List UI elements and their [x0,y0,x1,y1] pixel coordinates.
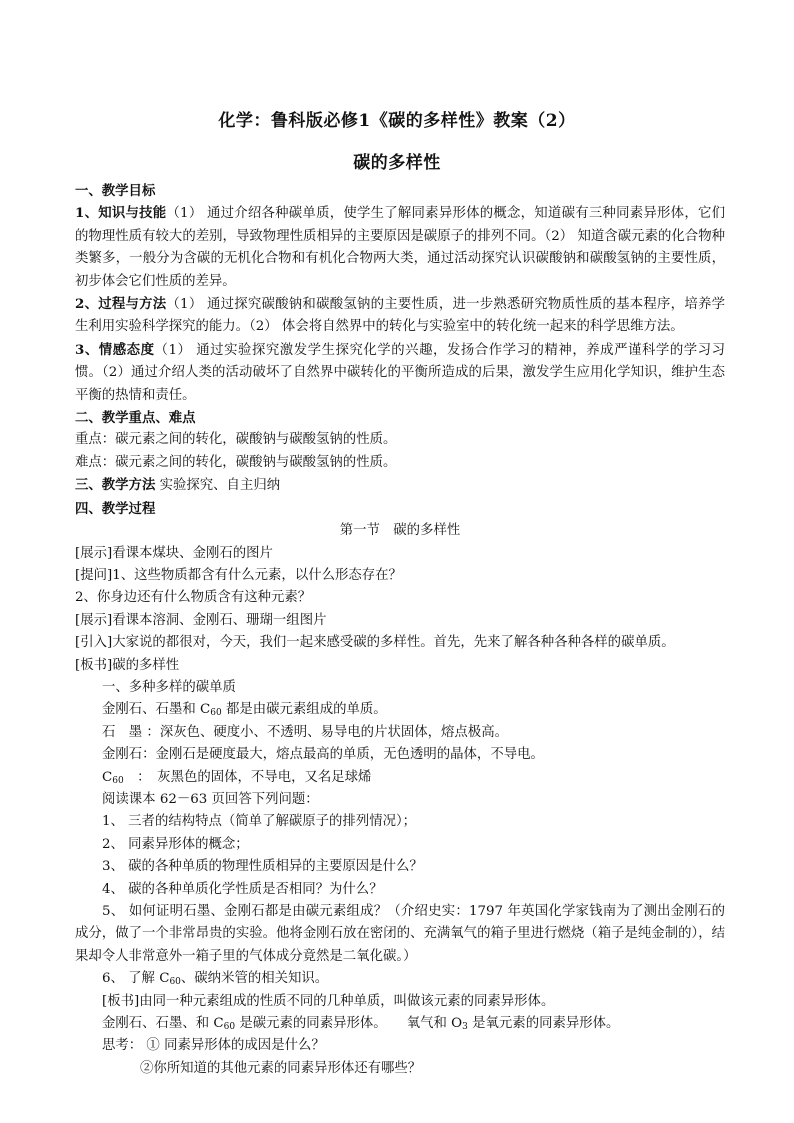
lesson-line-6: [板书]碳的多样性 [75,657,180,673]
lesson-line-19: [板书]由同一种元素组成的性质不同的几种单质，叫做该元素的同素异形体。 [102,993,555,1009]
text-fragment: ： 灰黑色的固体，不导电，又名足球烯 [123,769,372,785]
lesson-line-8 [75,699,725,721]
section-heading-method: 三、教学方法 [75,477,156,494]
lesson-line-3: 2、你身边还有什么物质含有这种元素？ [75,590,312,606]
paragraph-process [75,293,725,339]
text-difficulty: 难点：碳元素之间的转化，碳酸钠与碳酸氢钠的性质。 [75,454,397,470]
lesson-line-21: 思考： ① 同素异形体的成因是什么？ [102,1038,325,1054]
section-heading-process: 四、教学过程 [75,500,156,517]
lesson-line-1: [展示]看课本煤块、金刚石的图片 [75,545,273,561]
lesson-line-20 [75,1013,725,1035]
text-fragment: 是碳元素的同素异形体。 氧气和 O [235,1016,463,1032]
subscript: 60 [112,775,124,786]
text-fragment: 是氧元素的同素异形体。 [467,1016,620,1032]
subscript: 60 [210,708,222,719]
lesson-line-18 [75,968,725,990]
document-body [75,180,725,1080]
label-knowledge: 1、知识与技能 [75,205,167,222]
lesson-line-5: [引入]大家说的都很对，今天，我们一起来感受碳的多样性。首先，先来了解各种各种各样的碳单质。 [75,635,675,651]
lesson-section-title: 第一节 碳的多样性 [339,523,461,539]
lesson-line-10: 金刚石：金刚石是硬度最大，熔点最高的单质，无色透明的晶体，不导电。 [102,747,544,763]
text-key-point: 重点：碳元素之间的转化，碳酸钠与碳酸氢钠的性质。 [75,432,397,448]
lesson-line-12: 阅读课本 62－63 页回答下列问题： [102,791,319,807]
subscript: 3 [462,1022,468,1033]
text-fragment: 金刚石、石墨、和 C [102,1016,224,1032]
section-heading-objectives: 一、教学目标 [75,183,156,199]
text-process: （1） 通过探究碳酸钠和碳酸氢钠的主要性质，进一步熟悉研究物质性质的基本程序，培养学生利用实验科学探究的能力。（2） 体会将自然界中的转化与实验室中的转化统一起来的科学思维方法。 [75,297,725,335]
lesson-line-4: [展示]看课本溶洞、金刚石、珊瑚一组图片 [75,612,327,628]
lesson-line-7: 一、多种多样的碳单质 [102,679,236,695]
document-title: 化学：鲁科版必修1《碳的多样性》教案（2） [218,111,576,131]
subscript: 60 [169,977,181,988]
lesson-line-11 [75,767,725,789]
lesson-line-14: 2、 同素异形体的概念； [102,836,249,852]
paragraph-method [75,474,725,497]
text-fragment: C [102,769,113,785]
text-knowledge: （1） 通过介绍各种碳单质，使学生了解同素异形体的概念，知道碳有三种同素异形体，它们的物理性质有较大的差别，导致物理性质相异的主要原因是碳原子的排列不同。（2） 知道含碳元素的化合物种类繁多，一般分为含碳的无机化合物和有机化合物两大类，通过活动探究认识碳酸钠和碳酸氢钠的主要性质，初步体会它们性质的差异。 [75,206,725,289]
lesson-line-17: 5、 如何证明石墨、金刚石都是由碳元素组成？（介绍史实：1797 年英国化学家钱南为了测出金刚石的成分，做了一个非常昂贵的实验。他将金刚石放在密闭的、充满氧气的箱子里进行燃烧（箱子是纯金制的），结果却令人非常意外一箱子里的气体成分竟然是二氧化碳。） [75,904,725,964]
lesson-line-9: 石 墨 ：深灰色、硬度小、不透明、易导电的片状固体，熔点极高。 [102,724,508,740]
lesson-line-13: 1、 三者的结构特点（简单了解碳原子的排列情况）； [102,814,417,830]
paragraph-attitude [75,339,725,407]
text-fragment: 、碳纳米管的相关知识。 [180,971,329,987]
text-method: 实验探究、自主归纳 [159,478,281,494]
label-attitude: 3、情感态度 [75,341,155,358]
lesson-line-15: 3、 碳的各种单质的物理性质相异的主要原因是什么？ [102,859,423,875]
text-fragment: 6、 了解 C [102,971,170,987]
document-subtitle: 碳的多样性 [353,153,441,173]
section-heading-keypoints: 二、教学重点、难点 [75,410,196,427]
text-fragment: 都是由碳元素组成的单质。 [221,702,387,718]
text-attitude: （1） 通过实验探究激发学生探究化学的兴趣，发扬合作学习的精神，养成严谨科学的学习习惯。（2）通过介绍人类的活动破坏了自然界中碳转化的平衡所造成的后果，激发学生应用化学知识，维护生态平衡的热情和责任。 [75,342,725,403]
label-process: 2、过程与方法 [75,296,167,313]
text-fragment: 金刚石、石墨和 C [102,702,211,718]
paragraph-knowledge [75,202,725,293]
lesson-line-16: 4、 碳的各种单质化学性质是否相同？为什么？ [102,881,383,897]
lesson-line-2: [提问]1、这些物质都含有什么元素，以什么形态存在？ [75,567,402,583]
lesson-line-22: ②你所知道的其他元素的同素异形体还有哪些？ [140,1060,422,1076]
subscript: 60 [223,1022,236,1033]
